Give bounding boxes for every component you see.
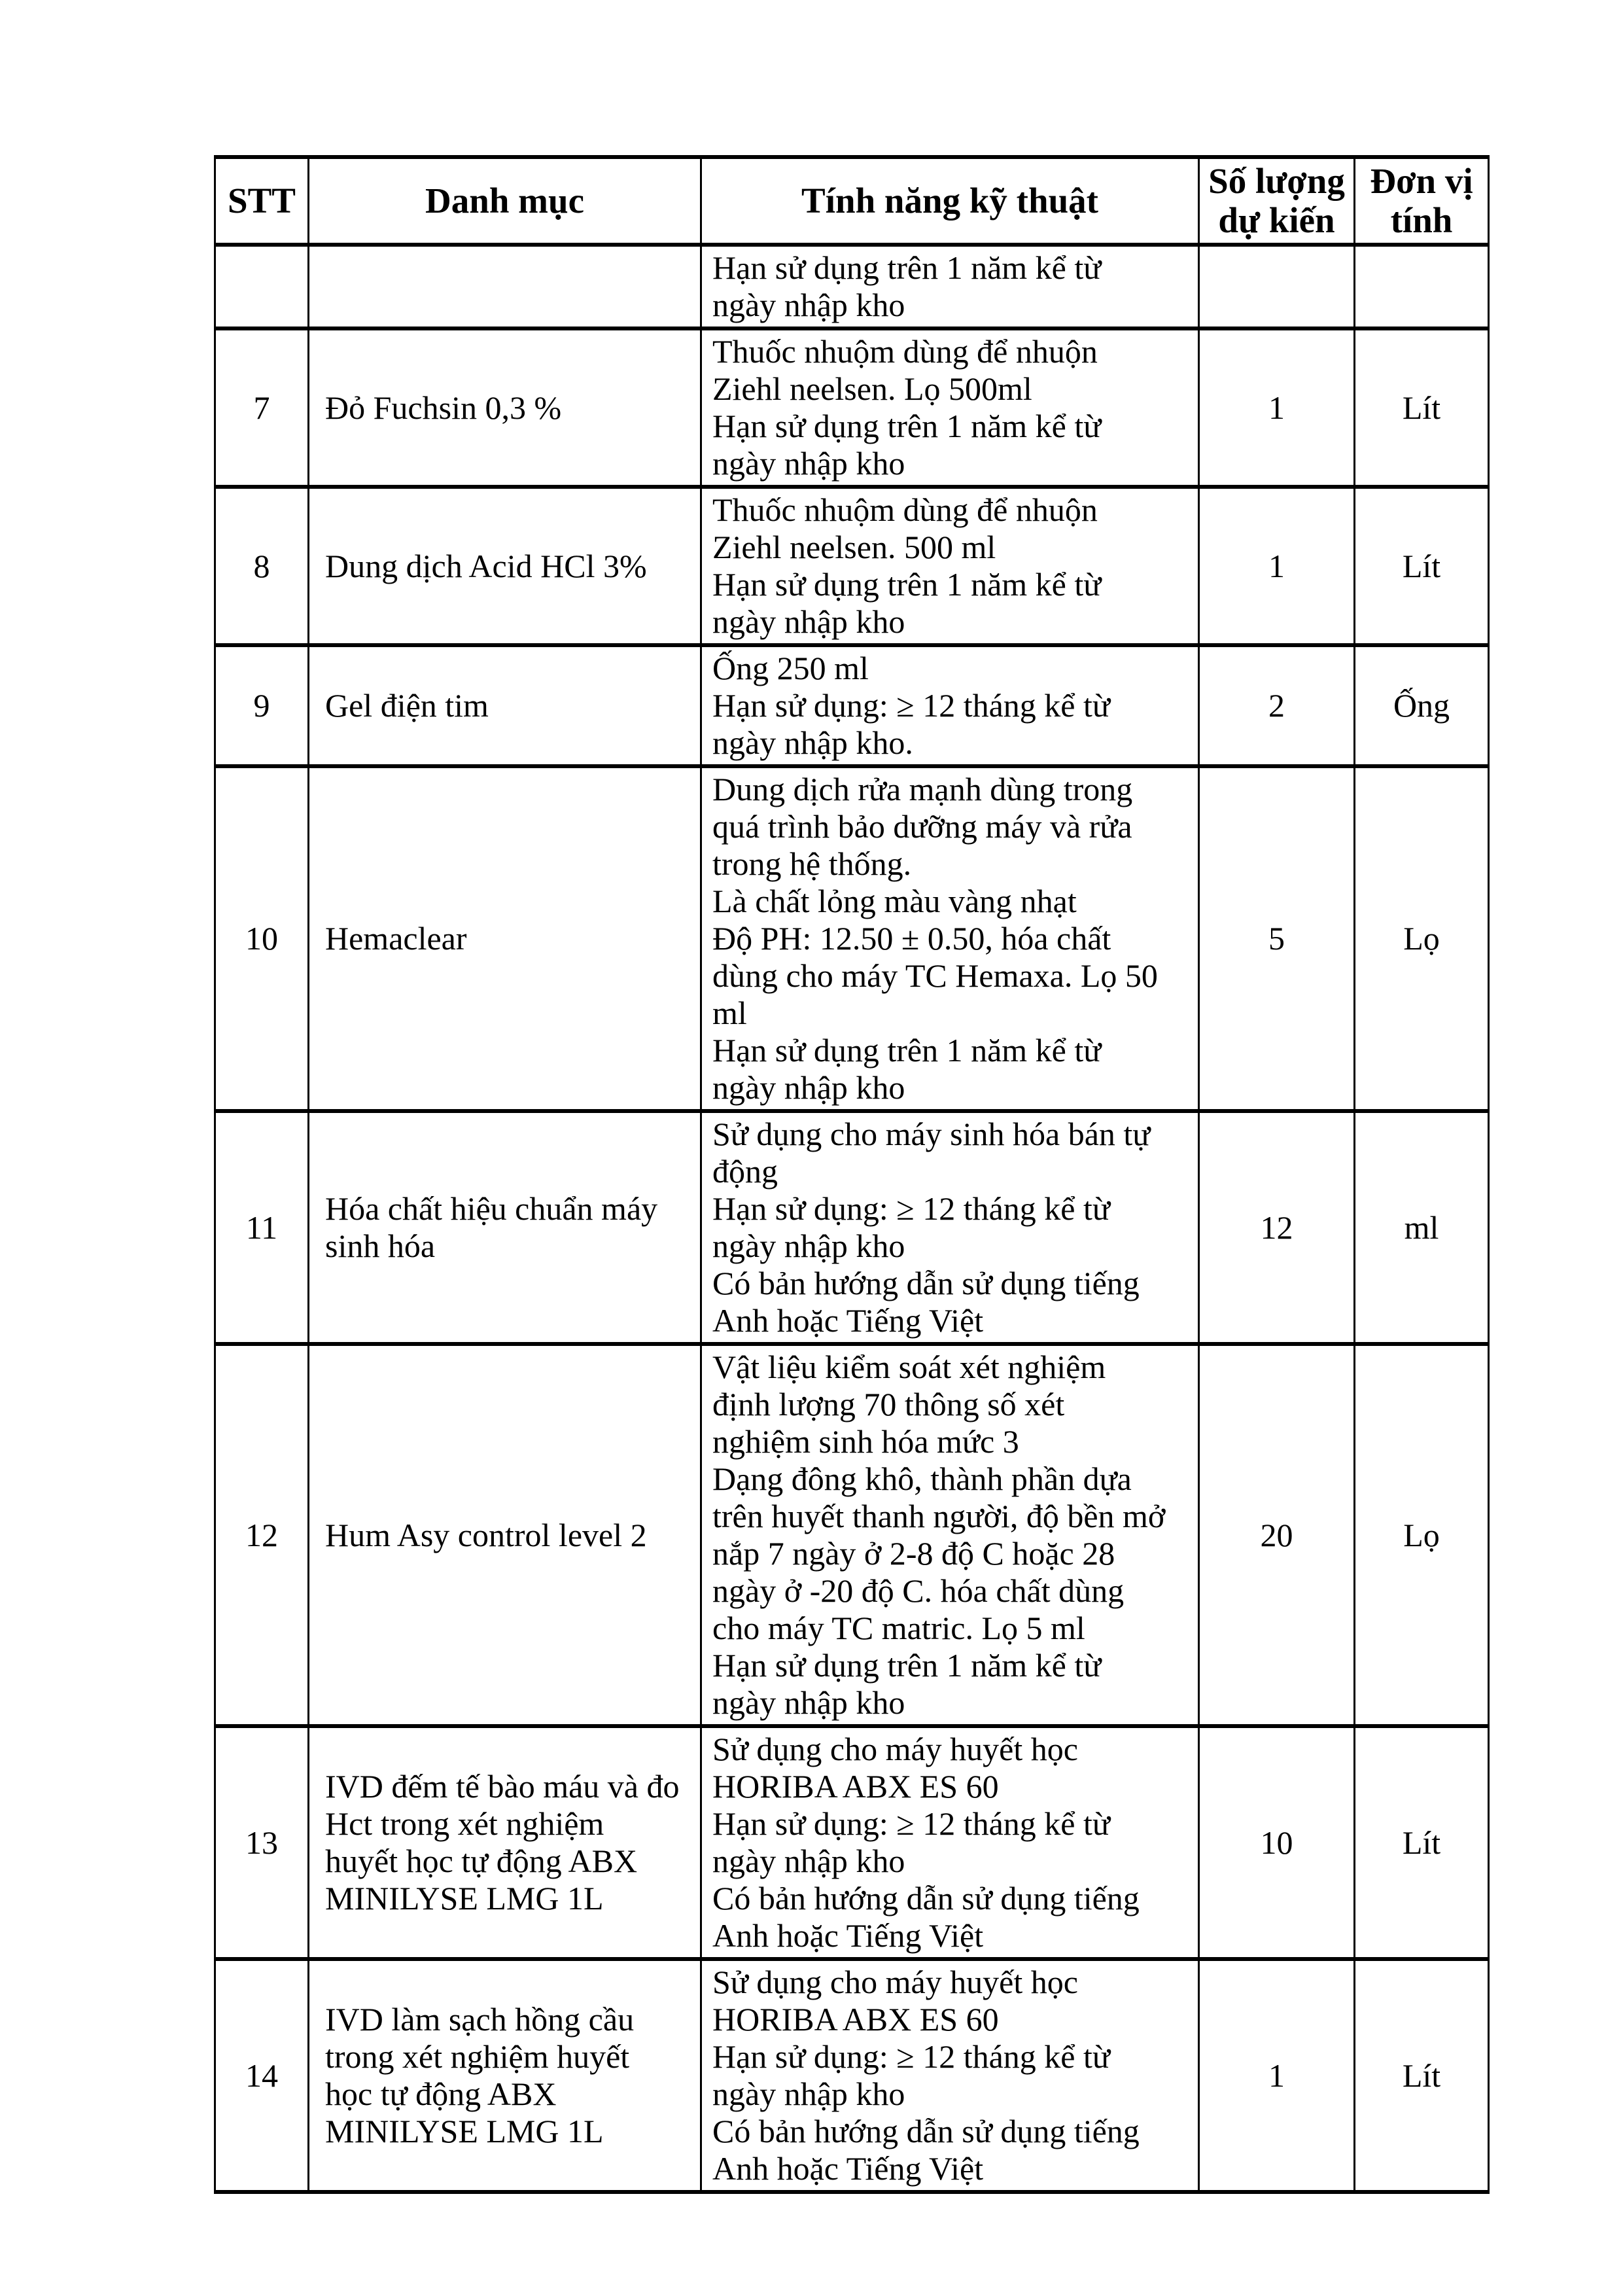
text-line: huyết học tự động ABX — [325, 1843, 638, 1879]
cell-stt: 13 — [215, 1726, 309, 1959]
text-line: Anh hoặc Tiếng Việt — [712, 2150, 984, 2187]
text-line: Hum Asy control level 2 — [325, 1516, 647, 1553]
text-line: Hạn sử dụng: ≥ 12 tháng kể từ — [712, 687, 1110, 724]
header-tinh-nang — [701, 157, 1199, 245]
text-line: ngày nhập kho — [712, 445, 905, 482]
text-line: Thuốc nhuộm dùng để nhuộn — [712, 491, 1098, 528]
cell-so-luong-du-kien: 10 — [1199, 1726, 1355, 1959]
cell-stt: 10 — [215, 766, 309, 1111]
cell-stt: 9 — [215, 645, 309, 766]
text-line: ngày nhập kho — [712, 603, 905, 640]
cell-stt: 7 — [215, 328, 309, 487]
text-line: sinh hóa — [325, 1227, 436, 1264]
text-line: quá trình bảo dưỡng máy và rửa — [712, 808, 1132, 845]
text-line: Anh hoặc Tiếng Việt — [712, 1302, 984, 1339]
text-line: IVD đếm tế bào máu và đo — [325, 1768, 680, 1805]
table-row — [215, 645, 1489, 766]
text-line: Có bản hướng dẫn sử dụng tiếng — [712, 1265, 1140, 1301]
text-line: định lượng 70 thông số xét — [712, 1386, 1065, 1422]
cell-danh-muc — [309, 766, 701, 1111]
cell-danh-muc — [309, 487, 701, 645]
text-line: Hạn sử dụng trên 1 năm kể từ — [712, 1647, 1102, 1684]
header-so-luong — [1199, 157, 1355, 245]
text-line: Hạn sử dụng: ≥ 12 tháng kể từ — [712, 1805, 1110, 1842]
cell-tinh-nang — [701, 1959, 1199, 2192]
cell-so-luong-du-kien: 1 — [1199, 328, 1355, 487]
table-body — [215, 245, 1489, 2192]
text-line: Ziehl neelsen. Lọ 500ml — [712, 370, 1032, 407]
text-line: động — [712, 1153, 778, 1190]
cell-so-luong-du-kien: 5 — [1199, 766, 1355, 1111]
text-line: Hạn sử dụng: ≥ 12 tháng kể từ — [712, 1190, 1110, 1227]
text-line: Hemaclear — [325, 920, 467, 957]
text-line: STT — [228, 181, 296, 221]
cell-danh-muc — [309, 245, 701, 328]
text-line: ngày nhập kho — [712, 1069, 905, 1106]
cell-stt — [215, 245, 309, 328]
header-don-vi — [1355, 157, 1489, 245]
text-line: dự kiến — [1218, 200, 1335, 240]
text-line: Sử dụng cho máy huyết học — [712, 1964, 1078, 2000]
cell-stt: 12 — [215, 1344, 309, 1726]
text-line: MINILYSE LMG 1L — [325, 1880, 604, 1916]
cell-danh-muc — [309, 1726, 701, 1959]
text-line: ngày ở -20 độ C. hóa chất dùng — [712, 1572, 1125, 1609]
cell-tinh-nang — [701, 1111, 1199, 1344]
cell-stt: 11 — [215, 1111, 309, 1344]
text-line: Ziehl neelsen. 500 ml — [712, 529, 996, 565]
text-line: ngày nhập kho — [712, 1227, 905, 1264]
supply-items-table — [214, 155, 1490, 2194]
header-stt — [215, 157, 309, 245]
cell-don-vi-tinh: Lít — [1355, 487, 1489, 645]
table-header-row — [215, 157, 1489, 245]
text-line: Dung dịch Acid HCl 3% — [325, 547, 647, 584]
text-line: Hạn sử dụng trên 1 năm kể từ — [712, 249, 1102, 286]
table-row — [215, 328, 1489, 487]
text-line: ml — [712, 995, 747, 1031]
cell-so-luong-du-kien: 20 — [1199, 1344, 1355, 1726]
cell-don-vi-tinh: Ống — [1355, 645, 1489, 766]
cell-so-luong-du-kien: 2 — [1199, 645, 1355, 766]
cell-tinh-nang — [701, 487, 1199, 645]
text-line: tính — [1390, 200, 1453, 240]
cell-stt: 8 — [215, 487, 309, 645]
cell-danh-muc — [309, 645, 701, 766]
text-line: Sử dụng cho máy huyết học — [712, 1731, 1078, 1767]
cell-tinh-nang — [701, 328, 1199, 487]
cell-don-vi-tinh: Lọ — [1355, 1344, 1489, 1726]
text-line: nắp 7 ngày ở 2-8 độ C hoặc 28 — [712, 1535, 1115, 1572]
text-line: Anh hoặc Tiếng Việt — [712, 1917, 984, 1954]
text-line: Ống 250 ml — [712, 650, 869, 686]
text-line: Đỏ Fuchsin 0,3 % — [325, 389, 562, 426]
table-row — [215, 1111, 1489, 1344]
cell-so-luong-du-kien: 1 — [1199, 1959, 1355, 2192]
text-line: Đơn vị — [1370, 161, 1473, 201]
text-line: Hạn sử dụng trên 1 năm kể từ — [712, 408, 1102, 444]
text-line: Số lượng — [1208, 161, 1345, 201]
table-row — [215, 1726, 1489, 1959]
text-line: trong xét nghiệm huyết — [325, 2038, 630, 2075]
cell-tinh-nang — [701, 1726, 1199, 1959]
text-line: Thuốc nhuộm dùng để nhuộn — [712, 333, 1098, 370]
text-line: Danh mục — [425, 181, 584, 221]
text-line: ngày nhập kho — [712, 1843, 905, 1879]
cell-stt: 14 — [215, 1959, 309, 2192]
text-line: Hạn sử dụng: ≥ 12 tháng kể từ — [712, 2038, 1110, 2075]
cell-danh-muc — [309, 1111, 701, 1344]
text-line: Độ PH: 12.50 ± 0.50, hóa chất — [712, 920, 1111, 957]
text-line: học tự động ABX — [325, 2075, 557, 2112]
cell-don-vi-tinh: Lọ — [1355, 766, 1489, 1111]
cell-tinh-nang — [701, 645, 1199, 766]
cell-don-vi-tinh: Lít — [1355, 1726, 1489, 1959]
text-line: Là chất lỏng màu vàng nhạt — [712, 883, 1077, 919]
cell-so-luong-du-kien — [1199, 245, 1355, 328]
table-row — [215, 245, 1489, 328]
text-line: Sử dụng cho máy sinh hóa bán tự — [712, 1116, 1151, 1152]
text-line: MINILYSE LMG 1L — [325, 2113, 604, 2149]
text-line: Hạn sử dụng trên 1 năm kể từ — [712, 1032, 1102, 1069]
text-line: Tính năng kỹ thuật — [801, 181, 1098, 221]
text-line: ngày nhập kho — [712, 1684, 905, 1721]
text-line: cho máy TC matric. Lọ 5 ml — [712, 1610, 1085, 1646]
table-row — [215, 1959, 1489, 2192]
text-line: Gel điện tim — [325, 687, 489, 724]
text-line: IVD làm sạch hồng cầu — [325, 2001, 635, 2038]
table-row — [215, 487, 1489, 645]
cell-danh-muc — [309, 1959, 701, 2192]
text-line: dùng cho máy TC Hemaxa. Lọ 50 — [712, 957, 1158, 994]
cell-don-vi-tinh — [1355, 245, 1489, 328]
cell-tinh-nang — [701, 766, 1199, 1111]
cell-don-vi-tinh: Lít — [1355, 328, 1489, 487]
cell-don-vi-tinh: Lít — [1355, 1959, 1489, 2192]
cell-don-vi-tinh: ml — [1355, 1111, 1489, 1344]
text-line: ngày nhập kho — [712, 287, 905, 323]
text-line: Có bản hướng dẫn sử dụng tiếng — [712, 1880, 1140, 1916]
cell-so-luong-du-kien: 12 — [1199, 1111, 1355, 1344]
table-row — [215, 766, 1489, 1111]
cell-danh-muc — [309, 328, 701, 487]
cell-so-luong-du-kien: 1 — [1199, 487, 1355, 645]
text-line: Hct trong xét nghiệm — [325, 1805, 604, 1842]
text-line: HORIBA ABX ES 60 — [712, 2001, 999, 2038]
text-line: Dung dịch rửa mạnh dùng trong — [712, 771, 1133, 807]
text-line: ngày nhập kho. — [712, 724, 913, 761]
text-line: Hạn sử dụng trên 1 năm kể từ — [712, 566, 1102, 603]
cell-tinh-nang — [701, 245, 1199, 328]
text-line: HORIBA ABX ES 60 — [712, 1768, 999, 1805]
text-line: Vật liệu kiểm soát xét nghiệm — [712, 1349, 1106, 1385]
text-line: ngày nhập kho — [712, 2075, 905, 2112]
cell-tinh-nang — [701, 1344, 1199, 1726]
text-line: nghiệm sinh hóa mức 3 — [712, 1423, 1019, 1460]
text-line: Dạng đông khô, thành phần dựa — [712, 1460, 1132, 1497]
text-line: trong hệ thống. — [712, 845, 912, 882]
header-danh-muc — [309, 157, 701, 245]
cell-danh-muc — [309, 1344, 701, 1726]
text-line: trên huyết thanh người, độ bền mở — [712, 1498, 1166, 1534]
text-line: Có bản hướng dẫn sử dụng tiếng — [712, 2113, 1140, 2149]
table-row — [215, 1344, 1489, 1726]
text-line: Hóa chất hiệu chuẩn máy — [325, 1190, 658, 1227]
